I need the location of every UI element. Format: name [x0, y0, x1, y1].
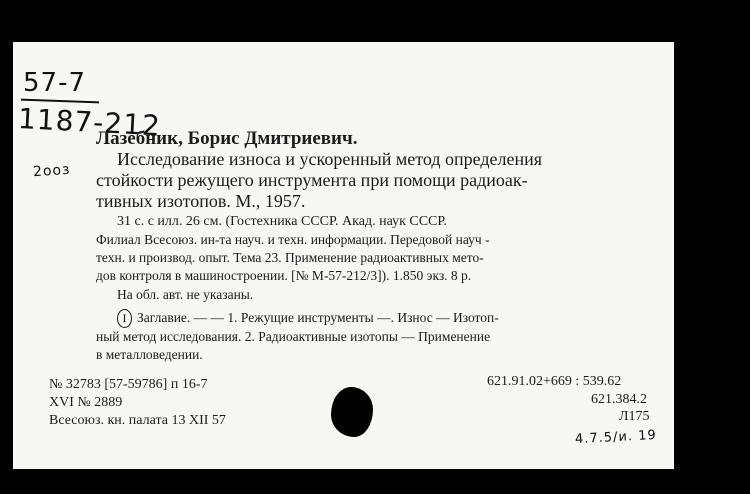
footer-right-line-2: 621.384.2 [591, 392, 647, 407]
title-line-3: тивных изотопов. М., 1957. [96, 191, 306, 211]
footer-right-line-3: Л175 [619, 409, 650, 424]
subject-line-1: Заглавие. — — 1. Режущие инструменты —. Износ — Изотоп- [137, 310, 499, 325]
footer-left-line-3: Всесоюз. кн. палата 13 XII 57 [49, 413, 226, 428]
handwritten-corner-note: 4.7.5/и. 19 [574, 427, 658, 448]
catalog-card [13, 42, 688, 469]
collation-line-4: дов контроля в машиностроении. [№ М-57-212/3]). 1.850 экз. 8 р. [96, 268, 472, 283]
note-line: На обл. авт. не указаны. [117, 287, 254, 302]
handwritten-call-number-bottom: 1187-212 [17, 102, 162, 143]
footer-right-line-1: 621.91.02+669 : 539.62 [487, 374, 622, 389]
handwritten-margin-note: 2ооз [32, 161, 71, 181]
ink-blot [331, 387, 373, 437]
subject-marker: I [117, 309, 132, 328]
title-line-2: стойкости режущего инструмента при помощи радиоак- [96, 170, 528, 190]
title-line-1: Исследование износа и ускоренный метод определения [117, 149, 543, 169]
collation-line-3: техн. и производ. опыт. Тема 23. Применение радиоактивных мето- [96, 250, 484, 265]
handwritten-call-number-top: 57-7 [23, 68, 87, 98]
footer-left-line-2: XVI № 2889 [49, 395, 123, 410]
subject-line-2: ный метод исследования. 2. Радиоактивные изотопы — Применение [96, 329, 491, 344]
author-heading: Лазебник, Борис Дмитриевич. [96, 128, 358, 149]
footer-left-line-1: № 32783 [57-59786] п 16-7 [49, 377, 208, 392]
collation-line-1: 31 с. с илл. 26 см. (Гостехника СССР. Акад. наук СССР. [117, 214, 447, 229]
subject-line-3: в металловедении. [96, 347, 203, 362]
scan-edge-right [674, 42, 688, 469]
collation-line-2: Филиал Всесоюз. ин-та науч. и техн. информации. Передовой науч - [96, 232, 490, 247]
